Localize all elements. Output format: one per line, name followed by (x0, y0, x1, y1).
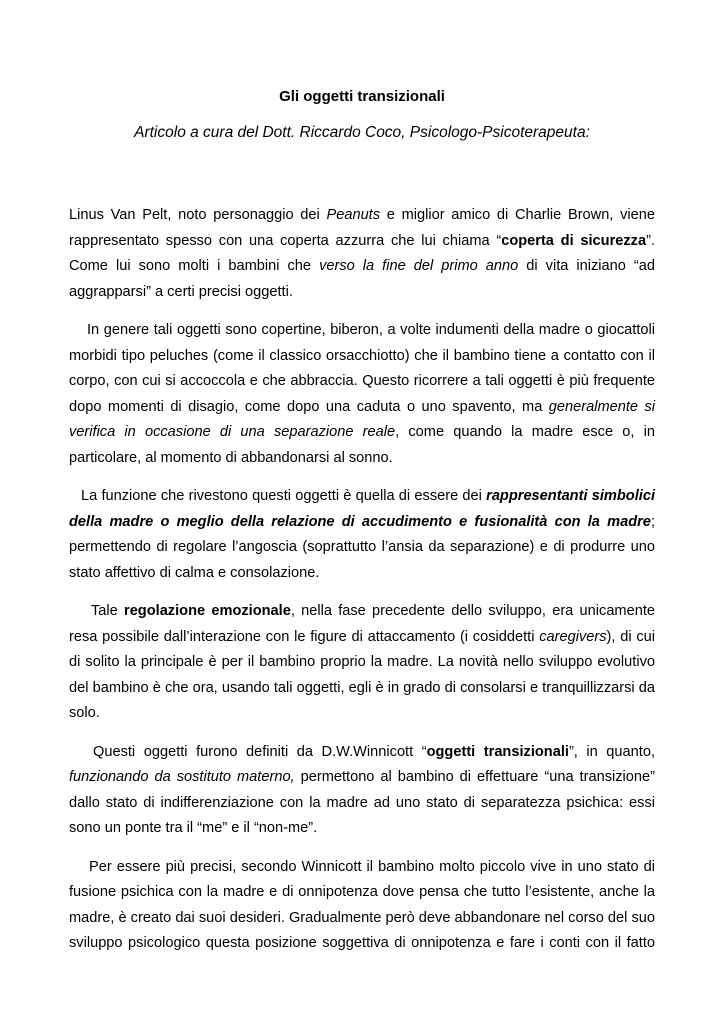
text-run: , nella fase precedente dello sviluppo, era unicamente resa possibile dall’interazione con le figure di attaccamento (i cosiddetti (69, 603, 655, 645)
text-run: di vita iniziano “ad aggrapparsi” a certi precisi oggetti. (69, 258, 656, 300)
text-run-italic: funzionando da sostituto materno, (69, 769, 295, 785)
text-run: In genere tali oggetti sono copertine, biberon, a volte indumenti della madre o giocattoli morbidi tipo peluches (come il classico orsacchiotto) che il bambino tiene a contatto con il corpo, con cui si accoccola e che abbraccia. Questo ricorrere a tali oggetti è più frequente dopo momenti di disagio, come dopo una caduta o uno spavento, ma (69, 322, 655, 415)
paragraph-linus (69, 203, 655, 305)
text-run-italic: verso la fine del primo anno (319, 258, 519, 274)
text-run: e miglior amico di Charlie Brown, viene rappresentato spesso con una coperta azzurra che lui chiama “ (69, 207, 655, 249)
text-run-italic: generalmente si verifica in occasione di una separazione reale (69, 398, 655, 440)
paragraph-objects (69, 318, 655, 471)
paragraph-omnipotence (69, 855, 655, 957)
article-body (69, 203, 655, 957)
text-run-bold: coperta di sicurezza (501, 232, 647, 249)
text-run: Tale (91, 603, 125, 619)
text-run: , come quando la madre esce o, in particolare, al momento di abbandonarsi al sonno. (69, 424, 655, 466)
document-title: Gli oggetti transizionali (279, 88, 445, 105)
text-run: ; permettendo di regolare l’angoscia (soprattutto l’ansia da separazione) e di produrre uno stato affettivo di calma e consolazione. (69, 513, 655, 581)
document-byline: Articolo a cura del Dott. Riccardo Coco, Psicologo-Psicoterapeuta: (134, 124, 590, 141)
paragraph-winnicott (69, 740, 655, 842)
text-run-bold: regolazione emozionale (124, 603, 291, 619)
paragraph-regulation (69, 599, 655, 727)
text-run-italic: caregivers (539, 628, 607, 645)
text-run: La funzione che rivestono questi oggetti è quella di essere dei (81, 488, 487, 504)
text-run-bold: oggetti transizionali (426, 743, 569, 760)
text-run: ”, in quanto, (568, 743, 656, 760)
text-run: Per essere più precisi, secondo Winnicott il bambino molto piccolo vive in uno stato di fusione psichica con la madre e di onnipotenza dove pensa che tutto l’esistente, anche la madre, è creato dai suoi desideri. Gradualmente però deve abbandonare nel corso del suo sviluppo psicologico questa posizione soggettiva di onnipotenza e fare i conti con il fatto (69, 858, 655, 951)
text-run: Linus Van Pelt, noto personaggio dei (69, 207, 327, 223)
text-run: ”. Come lui sono molti i bambini che (69, 232, 655, 274)
text-run: ), di cui di solito la principale è per il bambino proprio la madre. La novità nello sviluppo evolutivo del bambino è che ora, usando tali oggetti, egli è in grado di consolarsi e tranquillizzarsi da solo. (69, 628, 655, 721)
text-run-italic: Peanuts (326, 207, 381, 223)
text-run-bold-italic: rappresentanti simbolici della madre o meglio della relazione di accudimento e fusionalità con la madre (69, 488, 655, 530)
text-run: permettono al bambino di effettuare “una transizione” dallo stato di indifferenziazione con la madre ad uno stato di separatezza psichica: essi sono un ponte tra il “me” e il “non-me”. (69, 769, 655, 836)
paragraph-function (69, 484, 655, 586)
text-run: Questi oggetti furono definiti da D.W.Winnicott “ (93, 743, 427, 760)
